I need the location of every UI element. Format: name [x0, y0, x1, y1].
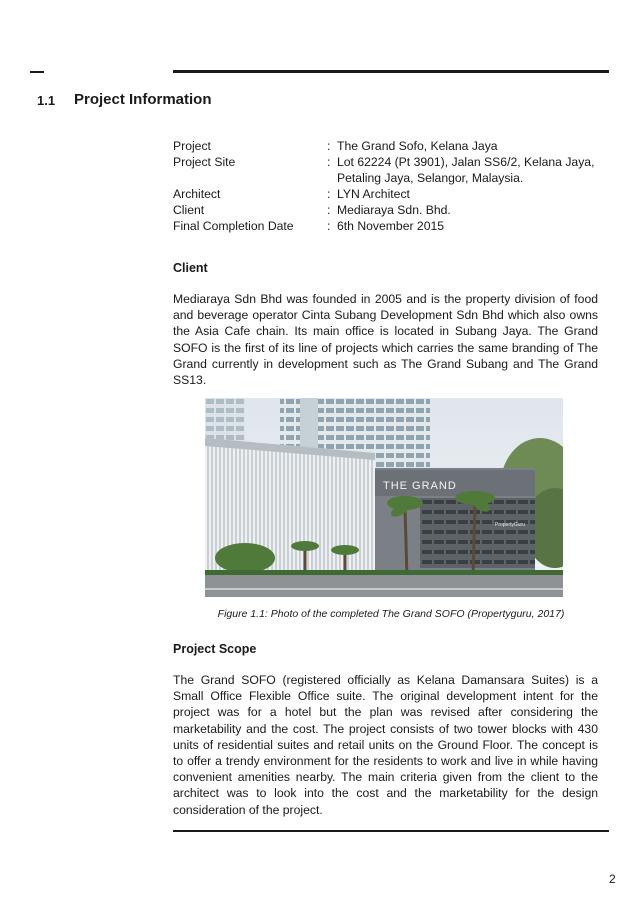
info-value: 6th November 2015 [337, 219, 445, 233]
building-sign: THE GRAND [383, 480, 457, 492]
info-value: The Grand Sofo, Kelana Jaya [337, 139, 498, 153]
info-row-client [173, 202, 609, 218]
page-number: 2 [609, 872, 616, 886]
section-title: Project Information [74, 91, 212, 108]
info-label: Final Completion Date [173, 219, 294, 233]
info-colon: : [327, 203, 331, 217]
info-row-architect [173, 186, 609, 202]
building-photo [205, 398, 563, 597]
info-colon: : [327, 139, 331, 153]
section-number: 1.1 [37, 93, 56, 108]
header-short-rule [30, 71, 44, 73]
info-label: Project Site [173, 155, 236, 169]
client-paragraph: Mediaraya Sdn Bhd was founded in 2005 and is the property division of food and beverage operator Cinta Subang Development Sdn Bhd which also owns the Asia Cafe chain. Its main office is located in Subang Jaya. The Grand SOFO is the first of its line of projects which carries the same branding of The Grand currently in development such as The Grand Subang and The Grand SS13. [173, 292, 598, 388]
scope-heading: Project Scope [173, 642, 257, 656]
footer-rule [173, 830, 609, 832]
info-colon: : [327, 219, 331, 233]
info-value: LYN Architect [337, 187, 410, 201]
photo-watermark: PropertyGuru [494, 522, 525, 528]
info-colon: : [327, 187, 331, 201]
info-value: Mediaraya Sdn. Bhd. [337, 203, 451, 217]
info-label: Architect [173, 187, 221, 201]
info-colon: : [327, 155, 331, 169]
info-value: Lot 62224 (Pt 3901), Jalan SS6/2, Kelana Jaya, Petaling Jaya, Selangor, Malaysia. [337, 155, 595, 185]
header-rule [173, 70, 609, 73]
figure-caption: Figure 1.1: Photo of the completed The Grand SOFO (Propertyguru, 2017) [217, 608, 565, 620]
info-row-completion-date [173, 218, 609, 234]
info-label: Client [173, 203, 205, 217]
scope-paragraph: The Grand SOFO (registered officially as Kelana Damansara Suites) is a Small Office Flexible Office suite. The original development intent for the project was for a hotel but the plan was revised after considering the marketability and the cost. The project consists of two tower blocks with 430 units of residential suites and retail units on the Ground Floor. The concept is to offer a trendy environment for the residents to work and live in while having convenient amenities nearby. The main criteria given from the client to the architect was to look into the cost and the marketability for the design consideration of the project. [173, 673, 598, 817]
client-heading: Client [173, 261, 208, 275]
project-info-table [173, 138, 609, 234]
info-row-project [173, 138, 609, 154]
info-row-project-site [173, 154, 609, 186]
info-label: Project [173, 139, 211, 153]
